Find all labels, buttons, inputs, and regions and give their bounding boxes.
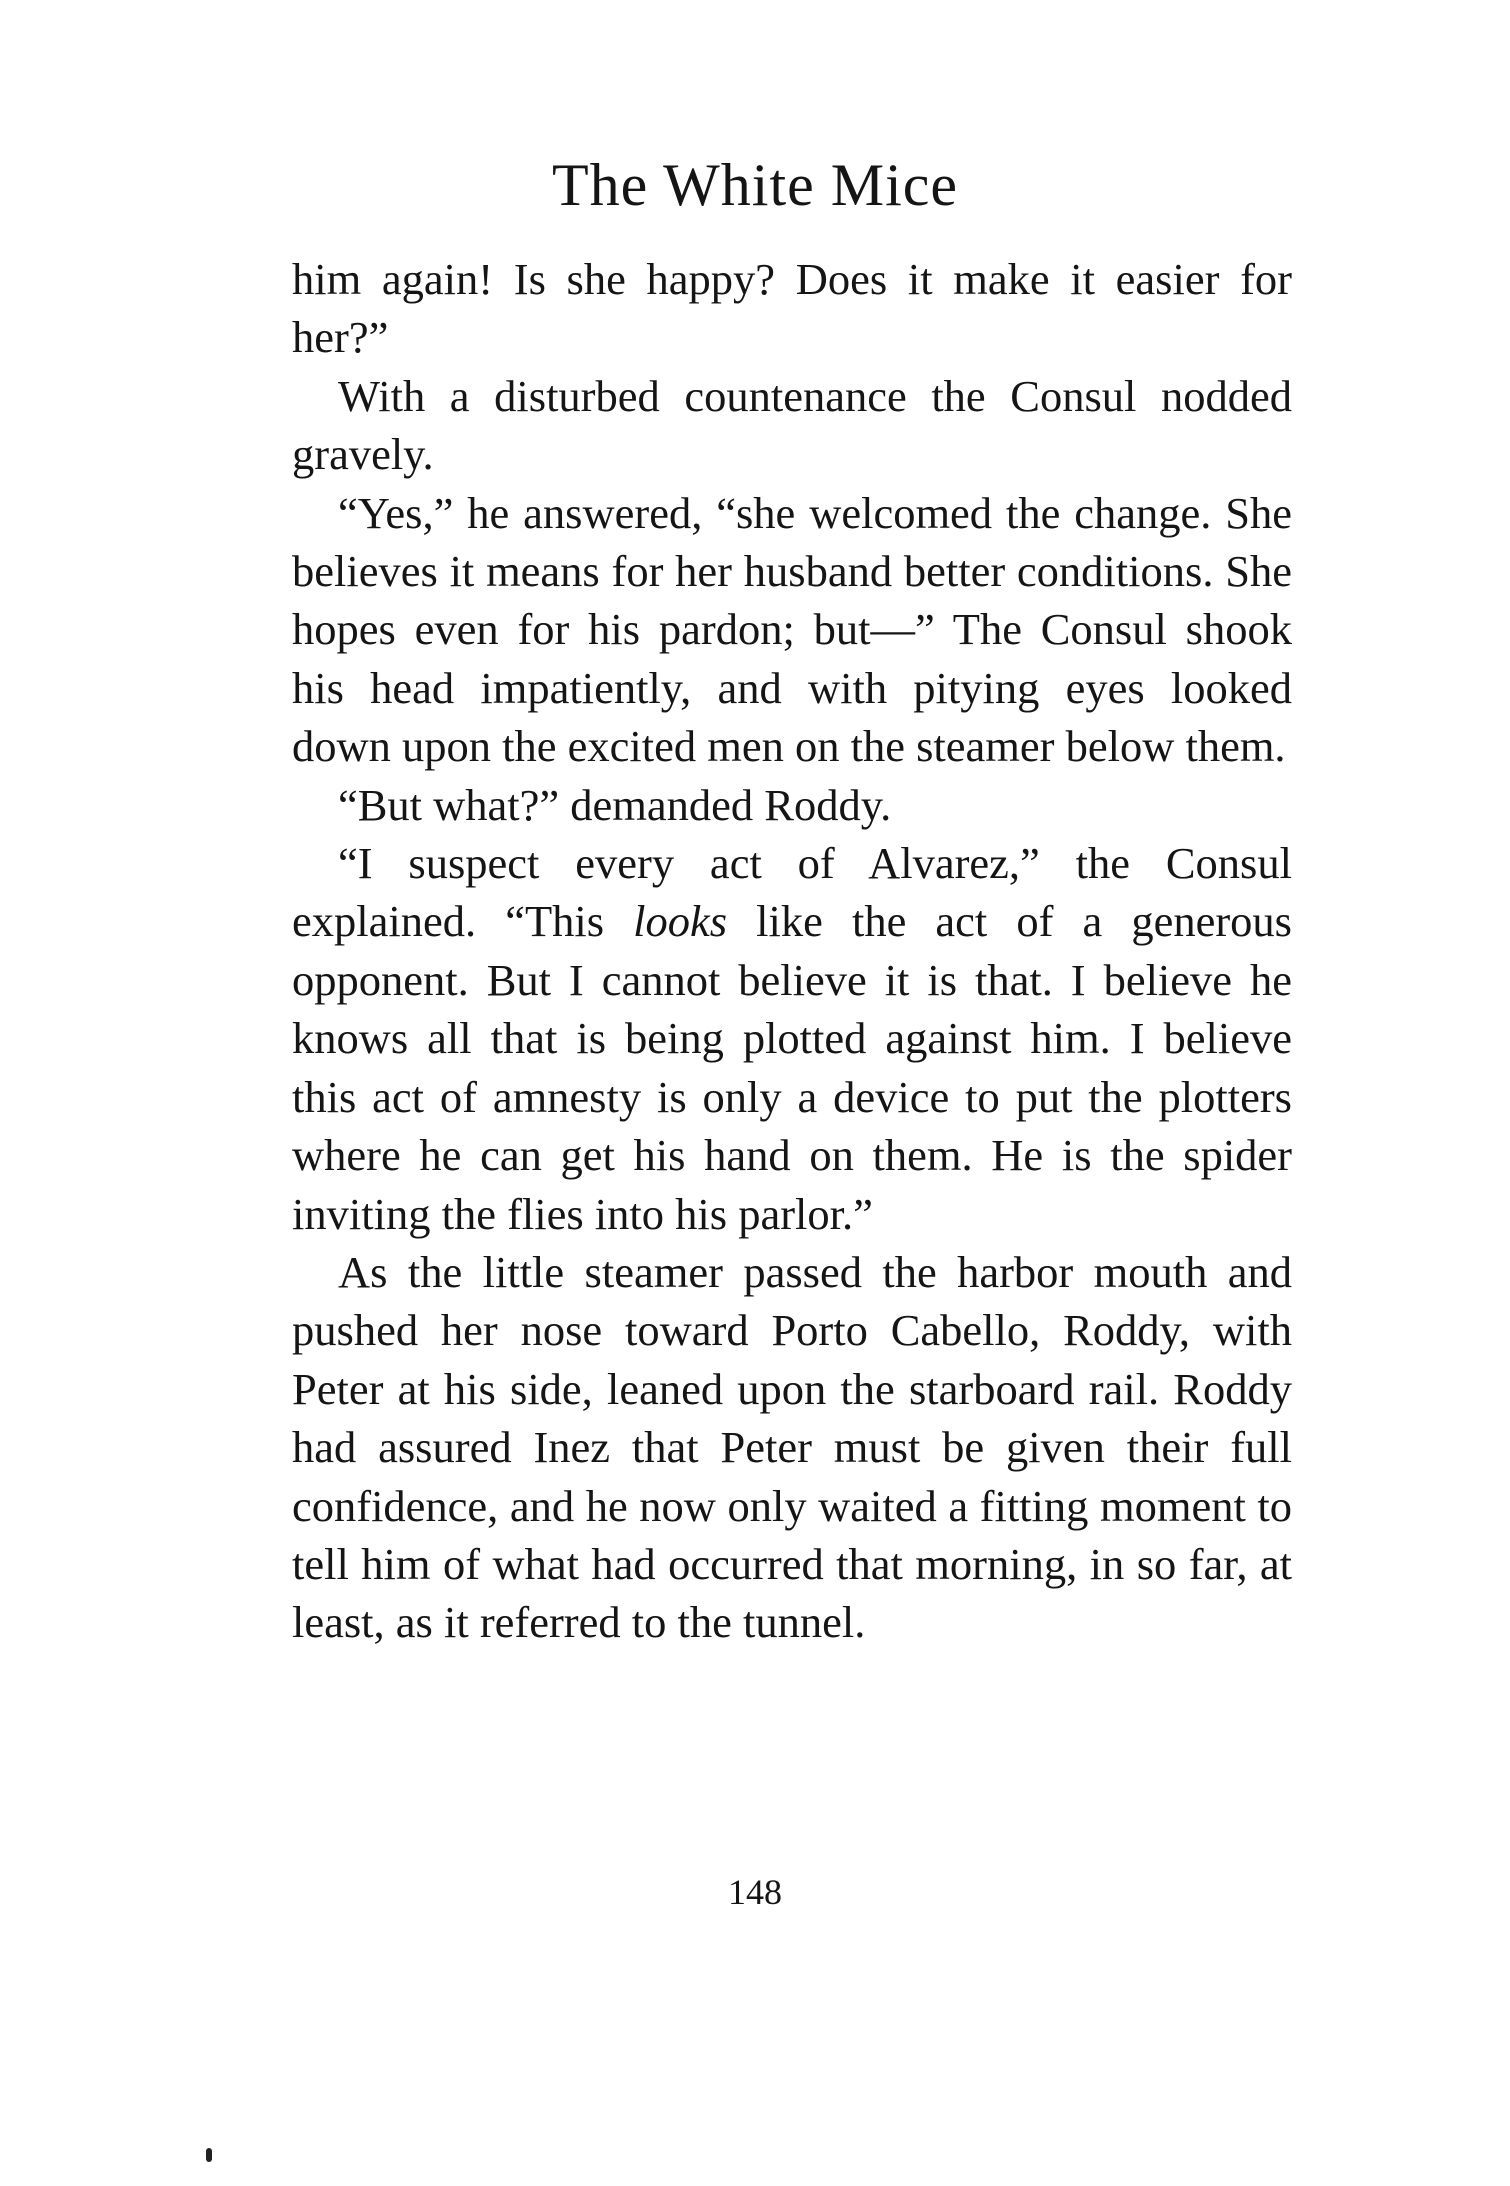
body-text	[292, 250, 1292, 1652]
ink-speck	[206, 2148, 212, 2162]
paragraph-2: With a disturbed countenance the Consul nodded gravely.	[292, 370, 1292, 480]
paragraph-5-start: “I suspect every act of Alvarez,” the Consul explained. “This	[292, 838, 1292, 947]
running-head: The White Mice	[551, 152, 959, 218]
paragraph-5	[292, 834, 1292, 1243]
paragraph-4: “But what?” demanded Roddy.	[338, 779, 892, 830]
paragraph-3: “Yes,” he answered, “she welcomed the change. She believes it means for her husband better conditions. She hopes even for his pardon; but—” The Consul shook his head impatiently, and with pitying eyes looked down upon the excited men on the steamer below them.	[292, 487, 1292, 772]
paragraph-1: him again! Is she happy? Does it make it easier for her?”	[292, 254, 1292, 363]
paragraph-5-italic-word: looks	[633, 896, 728, 947]
paragraph-5-end: like the act of a generous opponent. But I cannot believe it is that. I believe he knows all that is being plotted against him. I believe this act of amnesty is only a device to put the plotters where he can get his hand on them. He is the spider inviting the flies into his parlor.”	[292, 896, 1292, 1239]
page-number: 148	[728, 1872, 782, 1912]
paragraph-6: As the little steamer passed the harbor mouth and pushed her nose toward Porto Cabello, Roddy, with Peter at his side, leaned upon the starboard rail. Roddy had assured Inez that Peter must be given their full confidence, and he now only waited a fitting moment to tell him of what had occurred that morning, in so far, at least, as it referred to the tunnel.	[292, 1246, 1292, 1648]
